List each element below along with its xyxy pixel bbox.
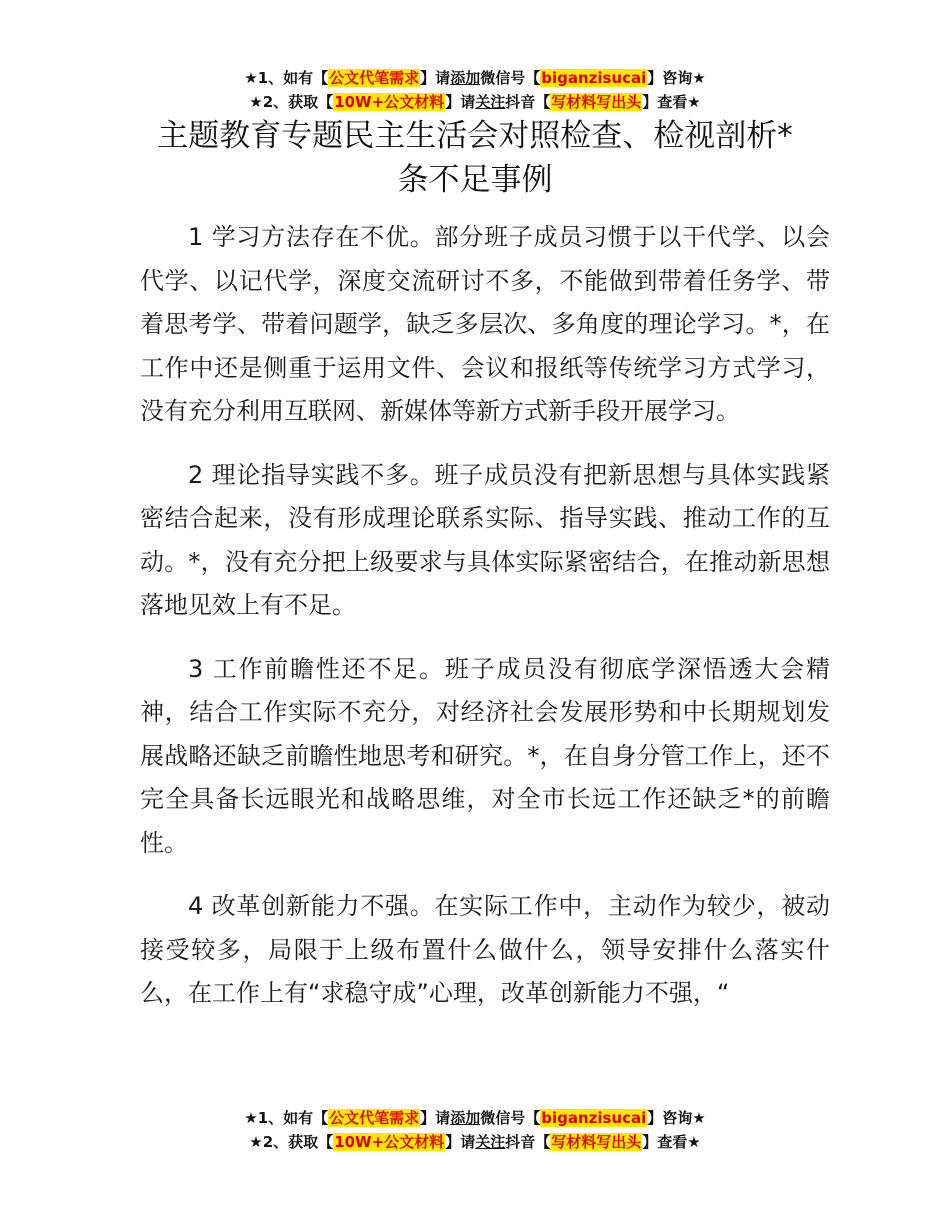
banner-text: 】查看★ (642, 93, 701, 111)
highlight-douyin-account: 写材料写出头 (551, 93, 642, 111)
banner-line-2 (0, 1130, 950, 1154)
banner-text: 】请 (445, 93, 476, 111)
highlight-service: 公文代笔需求 (329, 69, 420, 87)
title-line-2: 条不足事例 (397, 162, 553, 198)
banner-text: ★1、如有【 (244, 1109, 329, 1127)
banner-line-2 (0, 90, 950, 114)
banner-line-1 (0, 66, 950, 90)
paragraph-3: 3 工作前瞻性还不足。班子成员没有彻底学深悟透大会精神，结合工作实际不充分，对经济社会发展形势和中长期规划发展战略还缺乏前瞻性地思考和研究。*，在自身分管工作上，还不完全具备长远眼光和战略思维，对全市长远工作还缺乏*的前瞻性。 (140, 654, 830, 857)
banner-underlined-text: 关注 (475, 93, 506, 111)
banner-text: 微信号【 (480, 1109, 541, 1127)
banner-text: 抖音【 (505, 1133, 551, 1151)
highlight-wechat-id: biganzisucai (541, 69, 647, 87)
banner-text: 】请 (445, 1133, 476, 1151)
header-banner (0, 66, 950, 114)
banner-line-1 (0, 1106, 950, 1130)
highlight-service: 公文代笔需求 (329, 1109, 420, 1127)
document-title (0, 114, 950, 202)
title-line-1: 主题教育专题民主生活会对照检查、检视剖析* (157, 118, 793, 154)
banner-text: 】咨询★ (647, 1109, 706, 1127)
banner-text: 】请 (420, 69, 451, 87)
banner-text: ★1、如有【 (244, 69, 329, 87)
banner-text: ★2、获取【 (249, 1133, 334, 1151)
banner-text: 】请 (420, 1109, 451, 1127)
banner-underlined-text: 关注 (475, 1133, 506, 1151)
paragraph-1: 1 学习方法存在不优。部分班子成员习惯于以干代学、以会代学、以记代学，深度交流研讨不多，不能做到带着任务学、带着思考学、带着问题学，缺乏多层次、多角度的理论学习。*，在工作中还是侧重于运用文件、会议和报纸等传统学习方式学习，没有充分利用互联网、新媒体等新方式新手段开展学习。 (140, 223, 830, 425)
highlight-materials: 10W+公文材料 (334, 93, 445, 111)
document-body (140, 216, 830, 1036)
banner-text: 】咨询★ (647, 69, 706, 87)
highlight-wechat-id: biganzisucai (541, 1109, 647, 1127)
banner-text: ★2、获取【 (249, 93, 334, 111)
banner-text: 抖音【 (505, 93, 551, 111)
paragraph-2: 2 理论指导实践不多。班子成员没有把新思想与具体实践紧密结合起来，没有形成理论联系实际、指导实践、推动工作的互动。*，没有充分把上级要求与具体实际紧密结合，在推动新思想落地见效上有不足。 (140, 460, 830, 619)
banner-text: 】查看★ (642, 1133, 701, 1151)
banner-underlined-text: 添加 (450, 1109, 481, 1127)
footer-banner (0, 1106, 950, 1154)
highlight-materials: 10W+公文材料 (334, 1133, 445, 1151)
highlight-douyin-account: 写材料写出头 (551, 1133, 642, 1151)
banner-underlined-text: 添加 (450, 69, 481, 87)
banner-text: 微信号【 (480, 69, 541, 87)
paragraph-4: 4 改革创新能力不强。在实际工作中，主动作为较少，被动接受较多，局限于上级布置什么做什么，领导安排什么落实什么，在工作上有“求稳守成”心理，改革创新能力不强，“ (140, 892, 830, 1007)
